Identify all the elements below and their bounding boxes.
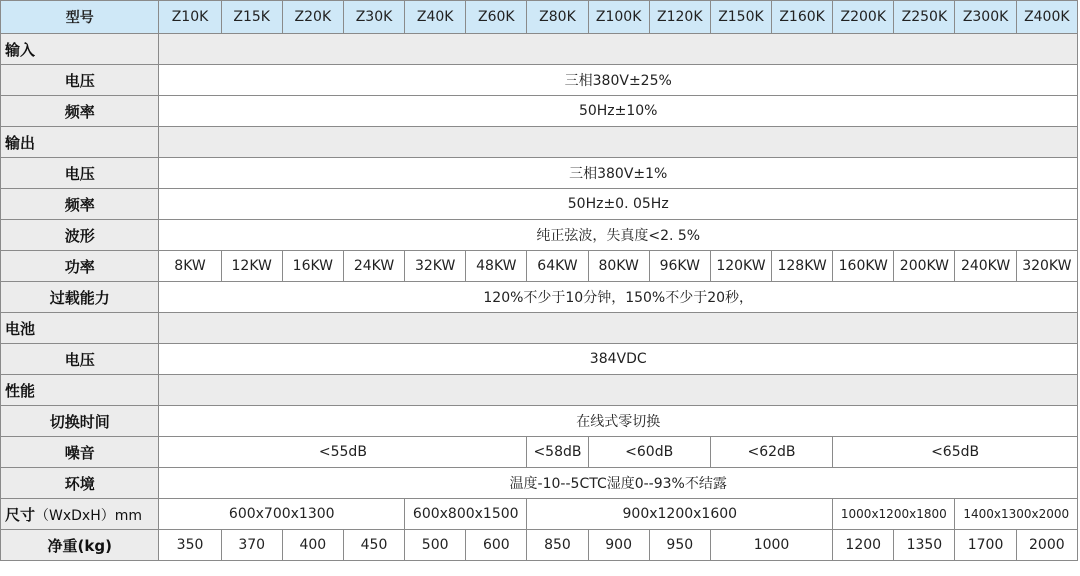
output-section-row (1, 127, 1078, 158)
power-cell: 64KW (527, 251, 588, 282)
model-cell: Z60K (466, 1, 527, 34)
weight-cell: 900 (588, 530, 649, 561)
weight-cell: 950 (649, 530, 710, 561)
power-cell: 120KW (710, 251, 771, 282)
model-cell: Z80K (527, 1, 588, 34)
output-voltage-row (1, 158, 1078, 189)
switch-time-value: 在线式零切换 (159, 406, 1078, 437)
size-label: 尺寸 (5, 505, 36, 524)
weight-cell: 1000 (710, 530, 832, 561)
battery-section-row (1, 313, 1078, 344)
size-cell: 1000x1200x1800 (833, 499, 955, 530)
model-cell: Z150K (710, 1, 771, 34)
weight-cell: 370 (221, 530, 282, 561)
power-cell: 48KW (466, 251, 527, 282)
model-cell: Z40K (405, 1, 466, 34)
output-frequency-label: 频率 (1, 189, 159, 220)
output-section-label: 输出 (1, 127, 159, 158)
weight-cell: 350 (159, 530, 221, 561)
model-cell: Z400K (1016, 1, 1077, 34)
output-waveform-row (1, 220, 1078, 251)
input-voltage-row (1, 65, 1078, 96)
noise-cell: <60dB (588, 437, 710, 468)
weight-cell: 1700 (955, 530, 1016, 561)
noise-label: 噪音 (1, 437, 159, 468)
weight-row (1, 530, 1078, 561)
weight-cell: 1350 (894, 530, 955, 561)
weight-label: 净重(kg) (1, 530, 159, 561)
model-cell: Z120K (649, 1, 710, 34)
model-cell: Z200K (833, 1, 894, 34)
input-voltage-label: 电压 (1, 65, 159, 96)
input-frequency-row (1, 96, 1078, 127)
power-cell: 12KW (221, 251, 282, 282)
overload-value: 120%不少于10分钟，150%不少于20秒， (159, 282, 1078, 313)
model-cell: Z160K (772, 1, 833, 34)
output-voltage-value: 三相380V±1% (159, 158, 1078, 189)
output-power-row (1, 251, 1078, 282)
model-cell: Z20K (282, 1, 343, 34)
power-cell: 32KW (405, 251, 466, 282)
power-cell: 160KW (833, 251, 894, 282)
output-voltage-label: 电压 (1, 158, 159, 189)
battery-voltage-label: 电压 (1, 344, 159, 375)
size-cell: 900x1200x1600 (527, 499, 833, 530)
output-waveform-label: 波形 (1, 220, 159, 251)
model-cell: Z10K (159, 1, 221, 34)
power-cell: 80KW (588, 251, 649, 282)
weight-cell: 500 (405, 530, 466, 561)
output-frequency-value: 50Hz±0. 05Hz (159, 189, 1078, 220)
switch-time-row (1, 406, 1078, 437)
output-frequency-row (1, 189, 1078, 220)
battery-voltage-row (1, 344, 1078, 375)
header-row (1, 1, 1078, 34)
power-cell: 200KW (894, 251, 955, 282)
input-frequency-label: 频率 (1, 96, 159, 127)
section-fill (159, 34, 1078, 65)
battery-voltage-value: 384VDC (159, 344, 1078, 375)
model-cell: Z250K (894, 1, 955, 34)
battery-section-label: 电池 (1, 313, 159, 344)
input-section-row (1, 34, 1078, 65)
power-cell: 240KW (955, 251, 1016, 282)
overload-label: 过载能力 (1, 282, 159, 313)
size-cell: 1400x1300x2000 (955, 499, 1078, 530)
section-fill (159, 313, 1078, 344)
switch-time-label: 切换时间 (1, 406, 159, 437)
weight-cell: 850 (527, 530, 588, 561)
section-fill (159, 375, 1078, 406)
input-frequency-value: 50Hz±10% (159, 96, 1078, 127)
noise-row (1, 437, 1078, 468)
size-cell: 600x800x1500 (405, 499, 527, 530)
power-cell: 24KW (343, 251, 404, 282)
power-cell: 96KW (649, 251, 710, 282)
model-cell: Z300K (955, 1, 1016, 34)
weight-cell: 600 (466, 530, 527, 561)
input-section-label: 输入 (1, 34, 159, 65)
output-waveform-value: 纯正弦波，失真度<2. 5% (159, 220, 1078, 251)
noise-cell: <62dB (710, 437, 832, 468)
size-label-cell (1, 499, 159, 530)
size-cell: 600x700x1300 (159, 499, 405, 530)
weight-cell: 2000 (1016, 530, 1077, 561)
performance-section-row (1, 375, 1078, 406)
power-cell: 320KW (1016, 251, 1077, 282)
weight-cell: 1200 (833, 530, 894, 561)
environment-row (1, 468, 1078, 499)
power-cell: 16KW (282, 251, 343, 282)
power-cell: 128KW (772, 251, 833, 282)
environment-label: 环境 (1, 468, 159, 499)
noise-cell: <55dB (159, 437, 527, 468)
weight-cell: 450 (343, 530, 404, 561)
overload-row (1, 282, 1078, 313)
model-header-label: 型号 (1, 1, 159, 34)
size-row (1, 499, 1078, 530)
performance-section-label: 性能 (1, 375, 159, 406)
noise-cell: <65dB (833, 437, 1078, 468)
power-cell: 8KW (159, 251, 221, 282)
weight-cell: 400 (282, 530, 343, 561)
section-fill (159, 127, 1078, 158)
model-cell: Z15K (221, 1, 282, 34)
noise-cell: <58dB (527, 437, 588, 468)
output-power-label: 功率 (1, 251, 159, 282)
model-cell: Z30K (343, 1, 404, 34)
environment-value: 温度-10--5CTC湿度0--93%不结露 (159, 468, 1078, 499)
model-cell: Z100K (588, 1, 649, 34)
input-voltage-value: 三相380V±25% (159, 65, 1078, 96)
size-unit: （WxDxH）mm (35, 507, 143, 524)
